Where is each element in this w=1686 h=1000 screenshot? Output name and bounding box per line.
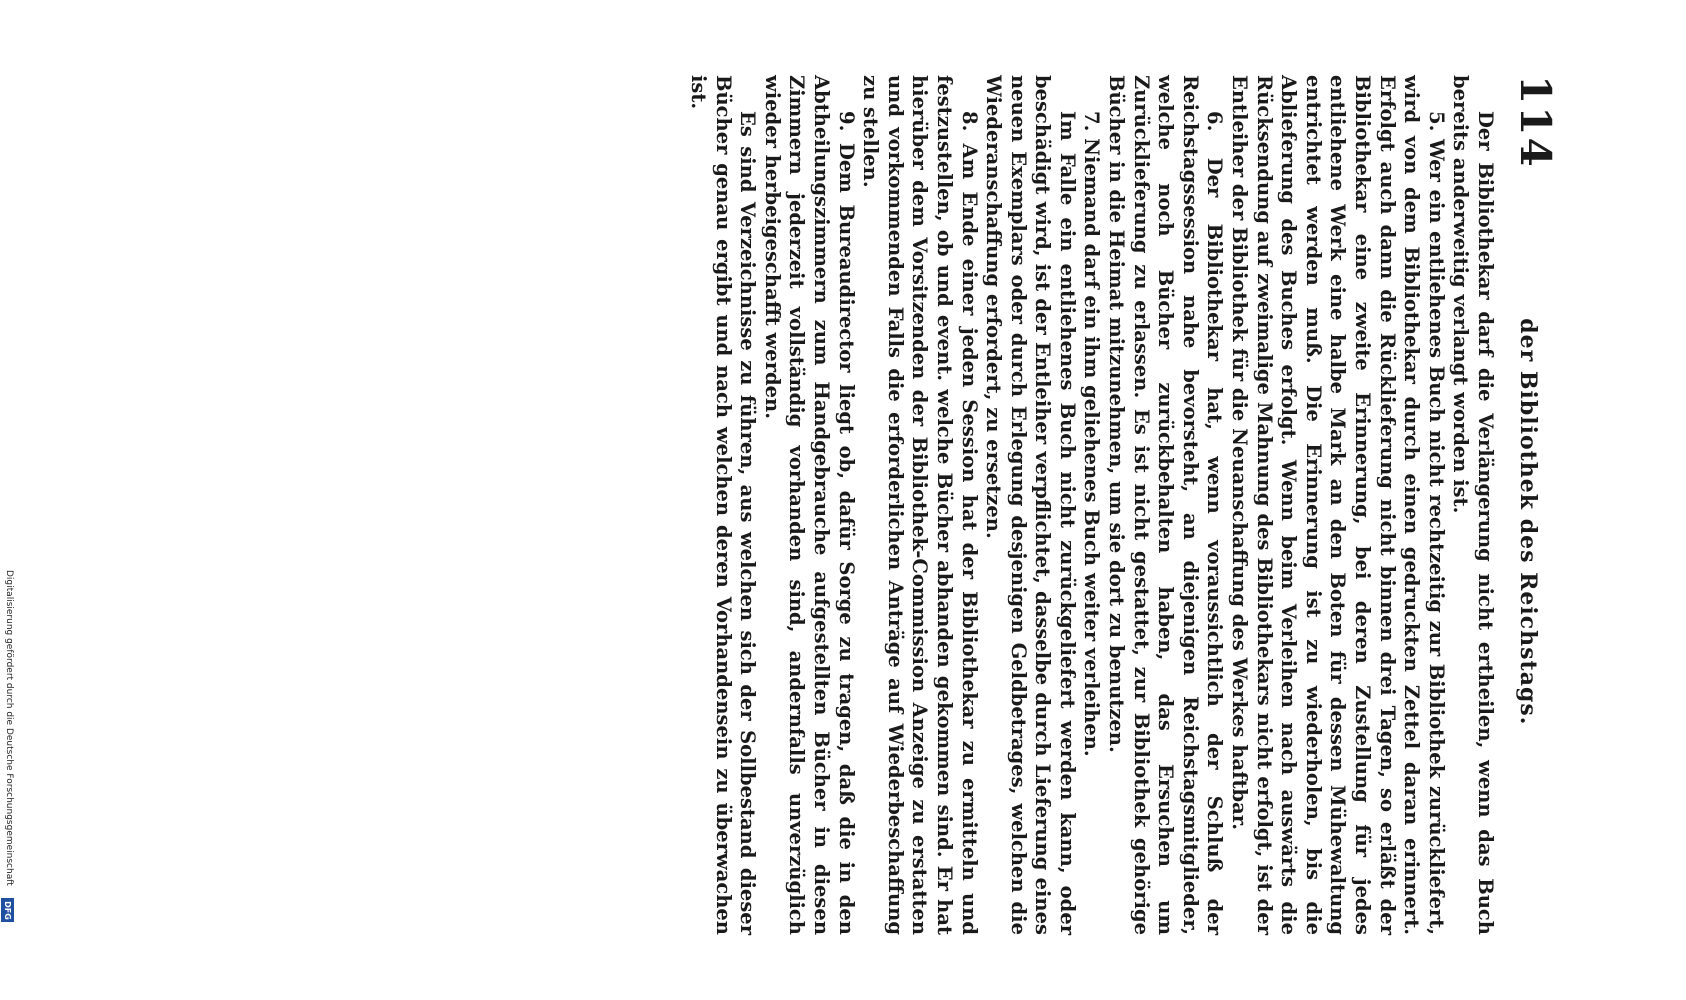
paragraph-section-6: 6. Der Bibliothekar hat, wenn voraussichtlich der Schluß der Reichstagssession nahe bevorsteht, an diejenigen Reichstagsmitglieder, welche noch Bücher zurückbehalten haben, das Ersuchen um Zurücklieferung zu erlassen. Es ist nicht gestattet, zur Bibliothek gehörige Bücher in die Heimat mitzunehmen, um sie dort zu benutzen.	[1105, 75, 1227, 935]
running-head: der Bibliothek des Reichstags.	[1515, 318, 1541, 726]
paragraph-section-8: 8. Am Ende einer jeden Session hat der Bibliothekar zu ermitteln und festzustellen, ob und event. welche Bücher abhanden gekommen sind. Er hat hierüber dem Vorsitzenden der Bibliothek-Commission Anzeige zu erstatten und vorkommenden Falls die erforderlichen Anträge auf Wiederbeschaffung zu stellen.	[859, 75, 981, 935]
paragraph-replacement-rule: Im Falle ein entliehenes Buch nicht zurückgeliefert werden kann, oder beschädigt wird, ist der Entleiher verpflichtet, dasselbe durch Lieferung eines neuen Exemplars oder durch Erlegung desjenigen Geldbetrages, welchen die Wiederanschaffung erfordert, zu ersetzen.	[982, 75, 1079, 935]
dfg-logo-text: DFG	[3, 900, 13, 920]
paragraph-section-9: 9. Dem Bureaudirector liegt ob, dafür Sorge zu tragen, daß die in den Abtheilungszimmern zum Handgebrauche aufgestellten Bücher in diesen Zimmern jederzeit vollständig vorhanden sind, andernfalls unverzüglich wieder herbeigeschafft werden.	[760, 75, 858, 935]
document-page	[130, 55, 1620, 995]
page-number: 114	[1511, 75, 1560, 169]
paragraph-section-5: 5. Wer ein entliehenes Buch nicht rechtzeitig zur Bibliothek zurückliefert, wird von dem Bibliothekar durch einen gedruckten Zettel daran erinnert. Erfolgt auch dann die Rücklieferung nicht binnen drei Tagen, so erläßt der Bibliothekar eine zweite Erinnerung, bei deren Zustellung für jedes entliehene Werk eine halbe Mark an den Boten für dessen Mühewaltung entrichtet werden muß. Die Erinnerung ist zu wiederholen, bis die Ablieferung des Buches erfolgt. Wenn beim Verleihen nach auswärts die Rücksendung auf zweimalige Mahnung des Bibliothekars nicht erfolgt, ist der Entleiher der Bibliothek für die Neuanschaffung des Werkes haftbar.	[1228, 75, 1448, 935]
paragraph-section-7: 7. Niemand darf ein ihm geliehenes Buch weiter verleihen.	[1080, 111, 1104, 757]
paragraph-inventory-rule: Es sind Verzeichnisse zu führen, aus welchen sich der Sollbestand dieser Bücher genau ergibt und nach welchen deren Vorhandensein zu überwachen ist.	[687, 75, 760, 935]
digitization-credit-text: Digitalisierung gefördert durch die Deutsche Forschungsgemeinschaft	[4, 570, 14, 886]
paragraph-extension-rule: Der Bibliothekar darf die Verlängerung nicht ertheilen, wenn das Buch bereits anderweitig verlangt worden ist.	[1449, 75, 1497, 935]
page-header	[1511, 75, 1560, 935]
rotated-page-content	[130, 55, 1570, 955]
dfg-logo	[1, 898, 14, 922]
digitization-credit	[0, 0, 16, 1000]
